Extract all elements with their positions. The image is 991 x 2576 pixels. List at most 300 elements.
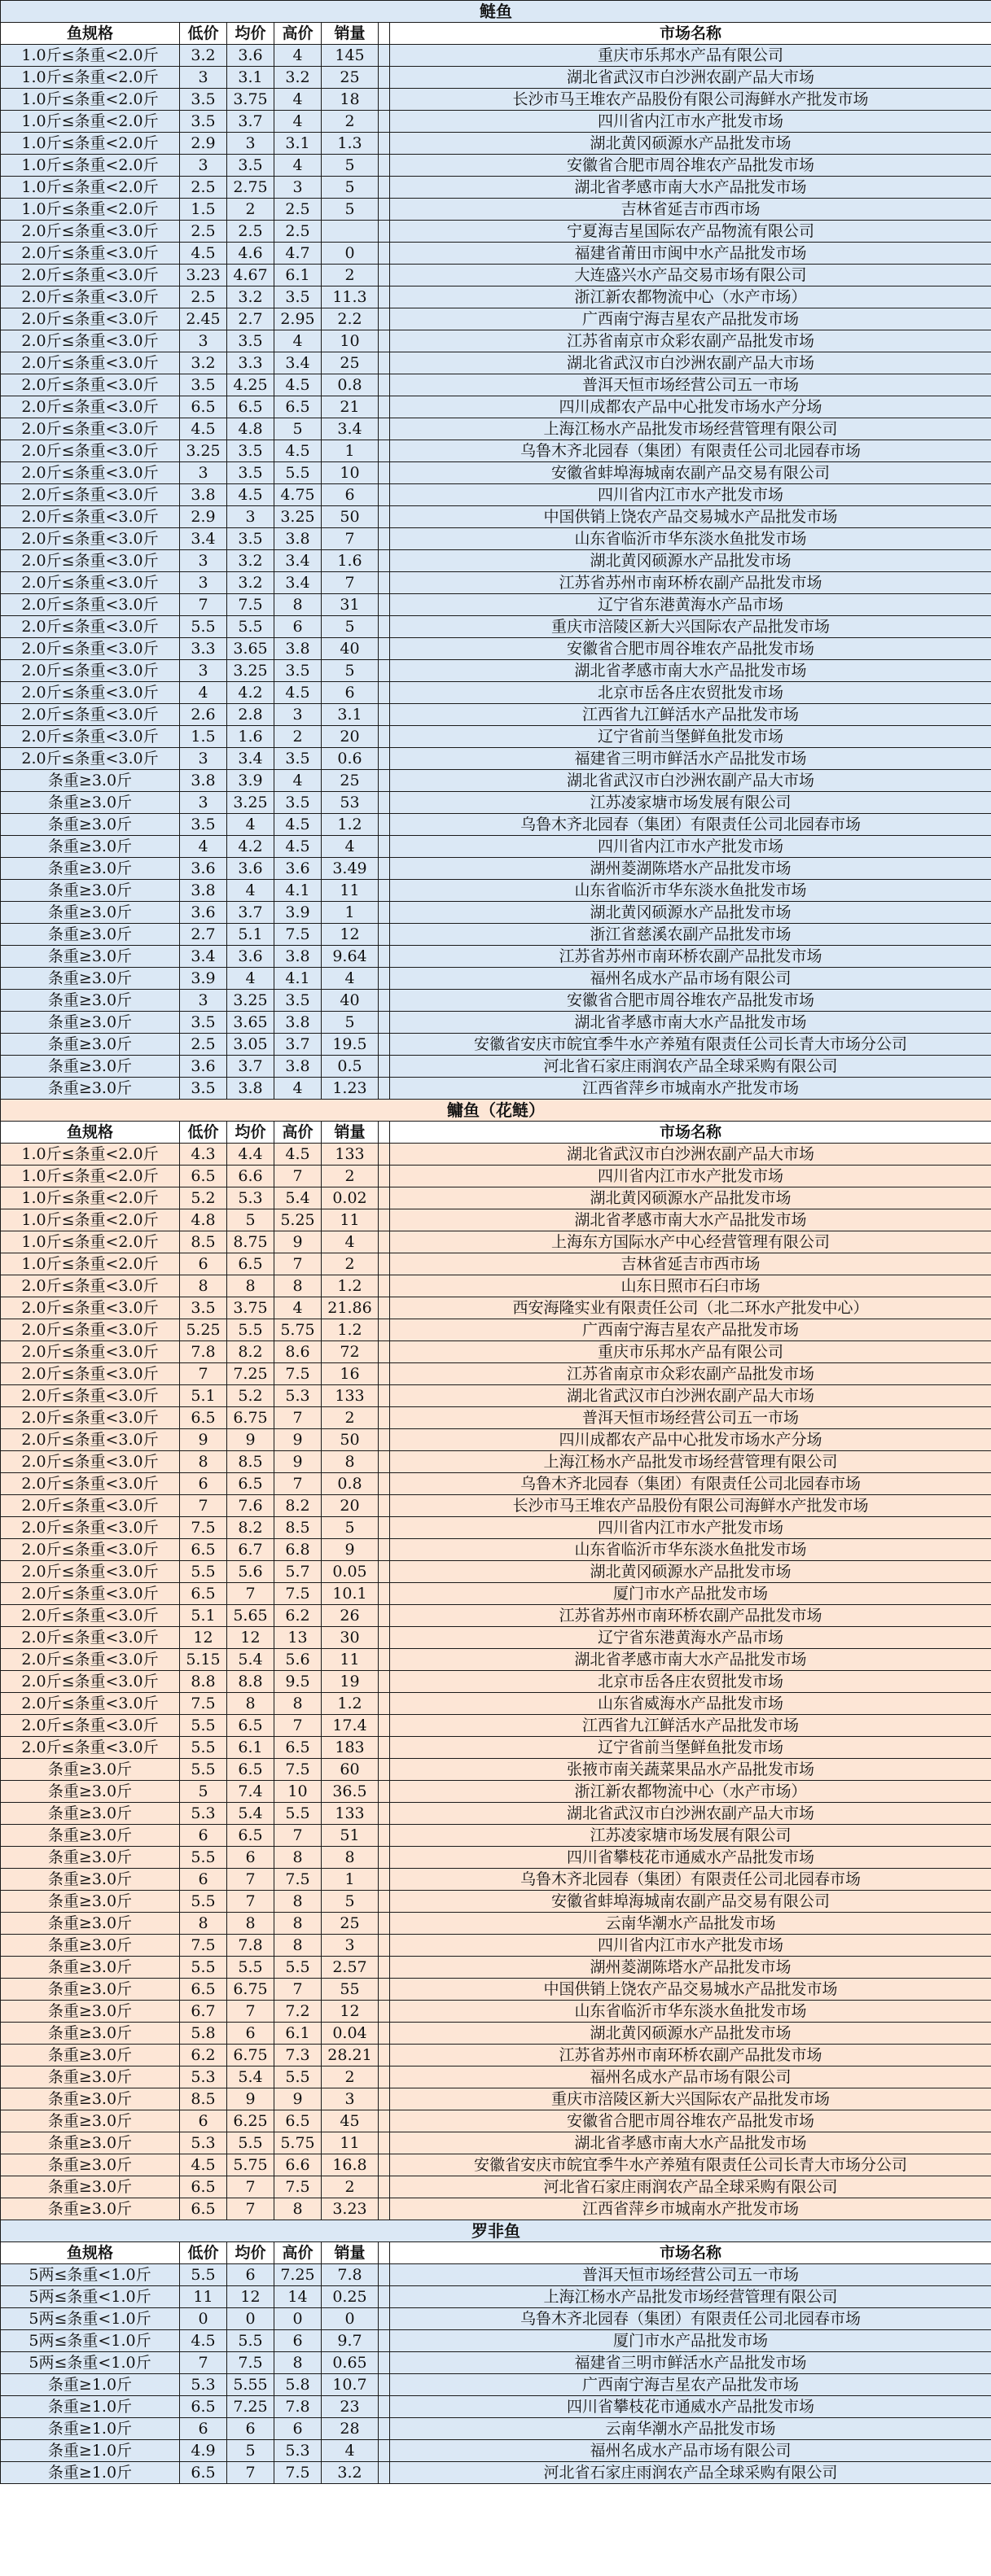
spacer-cell — [379, 396, 390, 418]
market-name-cell: 长沙市马王堆农产品股份有限公司海鲜水产批发市场 — [390, 89, 991, 111]
spec-cell: 条重≥3.0斤 — [1, 836, 180, 858]
table-row — [1, 111, 991, 133]
table-row — [1, 1056, 991, 1078]
low-price-cell: 6.5 — [180, 2396, 227, 2418]
high-price-cell: 8 — [274, 1935, 322, 1957]
table-row — [1, 243, 991, 265]
table-row — [1, 1363, 991, 1385]
spacer-cell — [379, 1715, 390, 1737]
spacer-cell — [379, 1781, 390, 1803]
spacer-cell — [379, 506, 390, 528]
high-price-cell: 5.3 — [274, 2440, 322, 2462]
low-price-cell: 3.2 — [180, 352, 227, 374]
table-row — [1, 1561, 991, 1583]
volume-cell: 1.2 — [322, 814, 379, 836]
table-row — [1, 1319, 991, 1341]
avg-price-cell: 7 — [227, 1583, 274, 1605]
volume-cell: 25 — [322, 352, 379, 374]
section-title: 鲢鱼 — [1, 1, 991, 23]
avg-price-cell: 3.2 — [227, 286, 274, 308]
market-name-cell: 山东省临沂市华东淡水鱼批发市场 — [390, 1539, 991, 1561]
high-price-cell: 8 — [274, 1847, 322, 1869]
spec-cell: 1.0斤≤条重<2.0斤 — [1, 199, 180, 221]
market-name-cell: 上海江杨水产品批发市场经营管理有限公司 — [390, 1451, 991, 1473]
spacer-cell — [379, 177, 390, 199]
spacer-cell — [379, 2023, 390, 2045]
volume-cell: 2 — [322, 265, 379, 286]
market-name-cell: 普洱天恒市场经营公司五一市场 — [390, 1407, 991, 1429]
low-price-cell: 4.9 — [180, 2440, 227, 2462]
table-row — [1, 440, 991, 462]
spacer-cell — [379, 1847, 390, 1869]
low-price-cell: 4.5 — [180, 2330, 227, 2352]
market-name-cell: 湖北省孝感市南大水产品批发市场 — [390, 1649, 991, 1671]
avg-price-cell: 5.75 — [227, 2154, 274, 2176]
spacer-cell — [379, 1187, 390, 1209]
spacer-cell — [379, 2418, 390, 2440]
spacer-cell — [379, 1825, 390, 1847]
avg-price-cell: 5.1 — [227, 924, 274, 946]
high-price-cell: 5.7 — [274, 1561, 322, 1583]
header-row — [1, 2242, 991, 2264]
table-row — [1, 155, 991, 177]
market-name-cell: 北京市岳各庄农贸批发市场 — [390, 1671, 991, 1693]
low-price-cell: 6.2 — [180, 2045, 227, 2066]
high-price-cell: 4.5 — [274, 814, 322, 836]
table-row — [1, 2066, 991, 2088]
volume-cell: 5 — [322, 177, 379, 199]
spec-cell: 条重≥3.0斤 — [1, 814, 180, 836]
high-price-cell: 3.9 — [274, 902, 322, 924]
market-name-cell: 山东省临沂市华东淡水鱼批发市场 — [390, 880, 991, 902]
market-name-cell: 湖北黄冈硕源水产品批发市场 — [390, 1187, 991, 1209]
table-row — [1, 1715, 991, 1737]
spec-cell: 2.0斤≤条重<3.0斤 — [1, 440, 180, 462]
table-row — [1, 1385, 991, 1407]
volume-cell: 2 — [322, 1407, 379, 1429]
volume-cell: 6 — [322, 484, 379, 506]
market-name-cell: 湖北省武汉市白沙洲农副产品大市场 — [390, 1385, 991, 1407]
spec-cell: 5两≤条重<1.0斤 — [1, 2352, 180, 2374]
high-price-cell: 6.5 — [274, 1737, 322, 1759]
spacer-cell — [379, 792, 390, 814]
market-name-cell: 四川省内江市水产批发市场 — [390, 1935, 991, 1957]
spacer-cell — [379, 682, 390, 704]
section-title-row — [1, 1100, 991, 1122]
volume-cell: 4 — [322, 1231, 379, 1253]
spacer-cell — [379, 2001, 390, 2023]
volume-cell: 5 — [322, 616, 379, 638]
spacer-cell — [379, 1297, 390, 1319]
volume-cell: 0.6 — [322, 748, 379, 770]
volume-cell: 40 — [322, 638, 379, 660]
market-name-cell: 安徽省合肥市周谷堆农产品批发市场 — [390, 638, 991, 660]
volume-cell: 3.1 — [322, 704, 379, 726]
avg-price-cell: 6 — [227, 2264, 274, 2286]
high-price-cell: 7 — [274, 1253, 322, 1275]
high-price-cell: 6.1 — [274, 265, 322, 286]
spacer-cell — [379, 2176, 390, 2198]
low-price-cell: 5.5 — [180, 1759, 227, 1781]
low-price-cell: 5.1 — [180, 1385, 227, 1407]
high-price-cell: 3.8 — [274, 638, 322, 660]
table-row — [1, 418, 991, 440]
spacer-cell — [379, 1737, 390, 1759]
spec-cell: 条重≥3.0斤 — [1, 1034, 180, 1056]
avg-price-cell: 8 — [227, 1275, 274, 1297]
table-row — [1, 308, 991, 330]
low-price-cell: 5.5 — [180, 2264, 227, 2286]
spacer-cell — [379, 616, 390, 638]
volume-cell: 4 — [322, 2440, 379, 2462]
column-header: 低价 — [180, 1122, 227, 1144]
spacer-cell — [379, 572, 390, 594]
high-price-cell: 6.2 — [274, 1605, 322, 1627]
high-price-cell: 8 — [274, 1913, 322, 1935]
market-name-cell: 江苏省苏州市南环桥农副产品批发市场 — [390, 1605, 991, 1627]
column-header: 市场名称 — [390, 23, 991, 45]
market-name-cell: 江苏省南京市众彩农副产品批发市场 — [390, 1363, 991, 1385]
volume-cell: 21 — [322, 396, 379, 418]
avg-price-cell: 6.6 — [227, 1166, 274, 1187]
low-price-cell: 4 — [180, 836, 227, 858]
table-row — [1, 2176, 991, 2198]
low-price-cell: 7.8 — [180, 1341, 227, 1363]
volume-cell: 0.02 — [322, 1187, 379, 1209]
low-price-cell: 5.3 — [180, 1803, 227, 1825]
spacer-cell — [379, 726, 390, 748]
table-row — [1, 396, 991, 418]
high-price-cell: 3.25 — [274, 506, 322, 528]
market-name-cell: 乌鲁木齐北园春（集团）有限责任公司北园春市场 — [390, 440, 991, 462]
high-price-cell: 4.5 — [274, 836, 322, 858]
high-price-cell: 3.5 — [274, 286, 322, 308]
high-price-cell: 6 — [274, 2418, 322, 2440]
table-row — [1, 2286, 991, 2308]
spec-cell: 2.0斤≤条重<3.0斤 — [1, 1385, 180, 1407]
low-price-cell: 3.4 — [180, 946, 227, 968]
volume-cell: 5 — [322, 660, 379, 682]
table-row — [1, 1517, 991, 1539]
high-price-cell: 3.4 — [274, 572, 322, 594]
avg-price-cell: 4 — [227, 814, 274, 836]
table-row — [1, 902, 991, 924]
spec-cell: 条重≥3.0斤 — [1, 2132, 180, 2154]
market-name-cell: 四川省攀枝花市通威水产品批发市场 — [390, 2396, 991, 2418]
low-price-cell: 4.8 — [180, 1209, 227, 1231]
volume-cell: 3.4 — [322, 418, 379, 440]
spacer-cell — [379, 1957, 390, 1979]
spacer-cell — [379, 2330, 390, 2352]
spacer-cell — [379, 1275, 390, 1297]
spacer-cell — [379, 462, 390, 484]
section-title-row — [1, 1, 991, 23]
low-price-cell: 2.5 — [180, 221, 227, 243]
high-price-cell: 5.75 — [274, 1319, 322, 1341]
avg-price-cell: 4.2 — [227, 836, 274, 858]
table-row — [1, 506, 991, 528]
avg-price-cell: 6 — [227, 2418, 274, 2440]
volume-cell: 12 — [322, 2001, 379, 2023]
market-name-cell: 乌鲁木齐北园春（集团）有限责任公司北园春市场 — [390, 1869, 991, 1891]
volume-cell: 40 — [322, 990, 379, 1012]
volume-cell: 1.2 — [322, 1275, 379, 1297]
high-price-cell: 7.5 — [274, 1583, 322, 1605]
spec-cell: 2.0斤≤条重<3.0斤 — [1, 1473, 180, 1495]
low-price-cell: 7 — [180, 2352, 227, 2374]
spacer-cell — [379, 1627, 390, 1649]
table-row — [1, 374, 991, 396]
low-price-cell: 12 — [180, 1627, 227, 1649]
spacer-cell — [379, 1034, 390, 1056]
spacer-cell — [379, 990, 390, 1012]
spacer-cell — [379, 1671, 390, 1693]
avg-price-cell: 7.4 — [227, 1781, 274, 1803]
avg-price-cell: 3.5 — [227, 440, 274, 462]
high-price-cell: 4.5 — [274, 682, 322, 704]
avg-price-cell: 4.4 — [227, 1144, 274, 1166]
high-price-cell: 5.6 — [274, 1649, 322, 1671]
table-row — [1, 2352, 991, 2374]
market-name-cell: 湖北黄冈硕源水产品批发市场 — [390, 1561, 991, 1583]
spec-cell: 2.0斤≤条重<3.0斤 — [1, 1671, 180, 1693]
volume-cell: 1 — [322, 902, 379, 924]
avg-price-cell: 5 — [227, 1209, 274, 1231]
low-price-cell: 6.5 — [180, 1166, 227, 1187]
spec-cell: 2.0斤≤条重<3.0斤 — [1, 572, 180, 594]
avg-price-cell: 7.8 — [227, 1935, 274, 1957]
market-name-cell: 中国供销上饶农产品交易城水产品批发市场 — [390, 506, 991, 528]
avg-price-cell: 1.6 — [227, 726, 274, 748]
spacer-cell — [379, 418, 390, 440]
high-price-cell: 6.5 — [274, 2110, 322, 2132]
high-price-cell: 3.8 — [274, 528, 322, 550]
low-price-cell: 6 — [180, 2418, 227, 2440]
column-header: 均价 — [227, 2242, 274, 2264]
high-price-cell: 3 — [274, 177, 322, 199]
spacer-cell — [379, 1166, 390, 1187]
low-price-cell: 8.5 — [180, 2088, 227, 2110]
table-row — [1, 2308, 991, 2330]
volume-cell: 7 — [322, 572, 379, 594]
spec-cell: 条重≥3.0斤 — [1, 1913, 180, 1935]
volume-cell: 19.5 — [322, 1034, 379, 1056]
spec-cell: 1.0斤≤条重<2.0斤 — [1, 177, 180, 199]
avg-price-cell: 3.25 — [227, 990, 274, 1012]
avg-price-cell: 4 — [227, 880, 274, 902]
volume-cell: 2 — [322, 111, 379, 133]
spec-cell: 1.0斤≤条重<2.0斤 — [1, 1253, 180, 1275]
low-price-cell: 5.5 — [180, 1957, 227, 1979]
spec-cell: 条重≥3.0斤 — [1, 968, 180, 990]
volume-cell: 18 — [322, 89, 379, 111]
volume-cell: 5 — [322, 155, 379, 177]
high-price-cell: 6.1 — [274, 2023, 322, 2045]
spec-cell: 条重≥3.0斤 — [1, 990, 180, 1012]
market-name-cell: 四川成都农产品中心批发市场水产分场 — [390, 396, 991, 418]
market-name-cell: 大连盛兴水产品交易市场有限公司 — [390, 265, 991, 286]
market-name-cell: 湖北省孝感市南大水产品批发市场 — [390, 177, 991, 199]
table-row — [1, 352, 991, 374]
volume-cell: 26 — [322, 1605, 379, 1627]
volume-cell: 28 — [322, 2418, 379, 2440]
avg-price-cell: 4.5 — [227, 484, 274, 506]
table-row — [1, 1737, 991, 1759]
avg-price-cell: 6.75 — [227, 1407, 274, 1429]
high-price-cell: 6.5 — [274, 396, 322, 418]
low-price-cell: 6.5 — [180, 1583, 227, 1605]
low-price-cell: 4.5 — [180, 2154, 227, 2176]
volume-cell: 21.86 — [322, 1297, 379, 1319]
spec-cell: 2.0斤≤条重<3.0斤 — [1, 1407, 180, 1429]
spec-cell: 条重≥3.0斤 — [1, 1935, 180, 1957]
avg-price-cell: 7 — [227, 2198, 274, 2220]
avg-price-cell: 3.3 — [227, 352, 274, 374]
avg-price-cell: 12 — [227, 2286, 274, 2308]
spec-cell: 条重≥3.0斤 — [1, 1078, 180, 1100]
avg-price-cell: 3.75 — [227, 1297, 274, 1319]
market-name-cell: 湖北省武汉市白沙洲农副产品大市场 — [390, 770, 991, 792]
low-price-cell: 8 — [180, 1275, 227, 1297]
market-name-cell: 福州名成水产品市场有限公司 — [390, 2066, 991, 2088]
spec-cell: 条重≥3.0斤 — [1, 1957, 180, 1979]
spec-cell: 2.0斤≤条重<3.0斤 — [1, 484, 180, 506]
market-name-cell: 福建省三明市鲜活水产品批发市场 — [390, 2352, 991, 2374]
low-price-cell: 3 — [180, 155, 227, 177]
volume-cell: 9 — [322, 1539, 379, 1561]
high-price-cell: 8 — [274, 1693, 322, 1715]
volume-cell: 23 — [322, 2396, 379, 2418]
header-row — [1, 23, 991, 45]
spacer-cell — [379, 1803, 390, 1825]
volume-cell: 0.8 — [322, 1473, 379, 1495]
spacer-cell — [379, 2045, 390, 2066]
high-price-cell: 8.6 — [274, 1341, 322, 1363]
avg-price-cell: 7.6 — [227, 1495, 274, 1517]
high-price-cell: 4.5 — [274, 440, 322, 462]
market-name-cell: 安徽省合肥市周谷堆农产品批发市场 — [390, 2110, 991, 2132]
table-row — [1, 1034, 991, 1056]
column-header: 鱼规格 — [1, 2242, 180, 2264]
volume-cell: 10.1 — [322, 1583, 379, 1605]
high-price-cell: 7.8 — [274, 2396, 322, 2418]
table-row — [1, 572, 991, 594]
spacer-cell — [379, 836, 390, 858]
spacer-cell — [379, 1319, 390, 1341]
high-price-cell: 2.5 — [274, 221, 322, 243]
avg-price-cell: 3.65 — [227, 638, 274, 660]
market-name-cell: 湖北省孝感市南大水产品批发市场 — [390, 1012, 991, 1034]
spec-cell: 1.0斤≤条重<2.0斤 — [1, 67, 180, 89]
spec-cell: 2.0斤≤条重<3.0斤 — [1, 1737, 180, 1759]
avg-price-cell: 8.2 — [227, 1517, 274, 1539]
volume-cell: 1.6 — [322, 550, 379, 572]
volume-cell: 1.2 — [322, 1693, 379, 1715]
column-header: 高价 — [274, 2242, 322, 2264]
spec-cell: 2.0斤≤条重<3.0斤 — [1, 1363, 180, 1385]
table-row — [1, 1627, 991, 1649]
spec-cell: 条重≥3.0斤 — [1, 924, 180, 946]
high-price-cell: 4.5 — [274, 374, 322, 396]
table-row — [1, 177, 991, 199]
volume-cell: 3.2 — [322, 2462, 379, 2484]
high-price-cell: 3.4 — [274, 352, 322, 374]
spec-cell: 1.0斤≤条重<2.0斤 — [1, 133, 180, 155]
table-row — [1, 2110, 991, 2132]
market-name-cell: 湖州菱湖陈塔水产品批发市场 — [390, 858, 991, 880]
low-price-cell: 3 — [180, 67, 227, 89]
low-price-cell: 6.5 — [180, 1539, 227, 1561]
spec-cell: 1.0斤≤条重<2.0斤 — [1, 1144, 180, 1166]
table-row — [1, 836, 991, 858]
high-price-cell: 4 — [274, 1078, 322, 1100]
section-2 — [1, 2220, 991, 2484]
market-name-cell: 山东日照市石臼市场 — [390, 1275, 991, 1297]
volume-cell: 0 — [322, 2308, 379, 2330]
high-price-cell: 5.5 — [274, 1803, 322, 1825]
market-name-cell: 普洱天恒市场经营公司五一市场 — [390, 2264, 991, 2286]
table-row — [1, 1341, 991, 1363]
volume-cell: 5 — [322, 1012, 379, 1034]
avg-price-cell: 5.4 — [227, 2066, 274, 2088]
high-price-cell: 4.75 — [274, 484, 322, 506]
table-row — [1, 1957, 991, 1979]
spec-cell: 条重≥3.0斤 — [1, 2066, 180, 2088]
low-price-cell: 5.5 — [180, 1561, 227, 1583]
spacer-cell — [379, 1605, 390, 1627]
high-price-cell: 3.1 — [274, 133, 322, 155]
volume-cell: 16.8 — [322, 2154, 379, 2176]
avg-price-cell: 4.6 — [227, 243, 274, 265]
table-row — [1, 1539, 991, 1561]
market-name-cell: 四川省内江市水产批发市场 — [390, 836, 991, 858]
low-price-cell: 6.5 — [180, 1407, 227, 1429]
table-row — [1, 265, 991, 286]
high-price-cell: 5.4 — [274, 1187, 322, 1209]
high-price-cell: 7 — [274, 1715, 322, 1737]
spec-cell: 条重≥3.0斤 — [1, 2001, 180, 2023]
avg-price-cell: 3.5 — [227, 155, 274, 177]
spacer-cell — [379, 1583, 390, 1605]
market-name-cell: 湖北省武汉市白沙洲农副产品大市场 — [390, 1803, 991, 1825]
spec-cell: 条重≥1.0斤 — [1, 2374, 180, 2396]
avg-price-cell: 3.5 — [227, 462, 274, 484]
avg-price-cell: 3.4 — [227, 748, 274, 770]
spacer-cell — [379, 1385, 390, 1407]
spec-cell: 1.0斤≤条重<2.0斤 — [1, 111, 180, 133]
market-name-cell: 北京市岳各庄农贸批发市场 — [390, 682, 991, 704]
high-price-cell: 3.5 — [274, 660, 322, 682]
market-name-cell: 山东省临沂市华东淡水鱼批发市场 — [390, 2001, 991, 2023]
volume-cell: 0.8 — [322, 374, 379, 396]
spacer-cell — [379, 770, 390, 792]
low-price-cell: 5.1 — [180, 1605, 227, 1627]
low-price-cell: 4.3 — [180, 1144, 227, 1166]
spacer-cell — [379, 484, 390, 506]
market-name-cell: 河北省石家庄雨润农产品全球采购有限公司 — [390, 2176, 991, 2198]
spacer-cell — [379, 1495, 390, 1517]
spec-cell: 2.0斤≤条重<3.0斤 — [1, 1605, 180, 1627]
volume-cell: 8 — [322, 1451, 379, 1473]
volume-cell: 2 — [322, 2176, 379, 2198]
volume-cell: 12 — [322, 924, 379, 946]
low-price-cell: 2.5 — [180, 286, 227, 308]
column-header: 低价 — [180, 2242, 227, 2264]
spec-cell: 2.0斤≤条重<3.0斤 — [1, 682, 180, 704]
high-price-cell: 5.25 — [274, 1209, 322, 1231]
avg-price-cell: 8.5 — [227, 1451, 274, 1473]
avg-price-cell: 3.7 — [227, 902, 274, 924]
